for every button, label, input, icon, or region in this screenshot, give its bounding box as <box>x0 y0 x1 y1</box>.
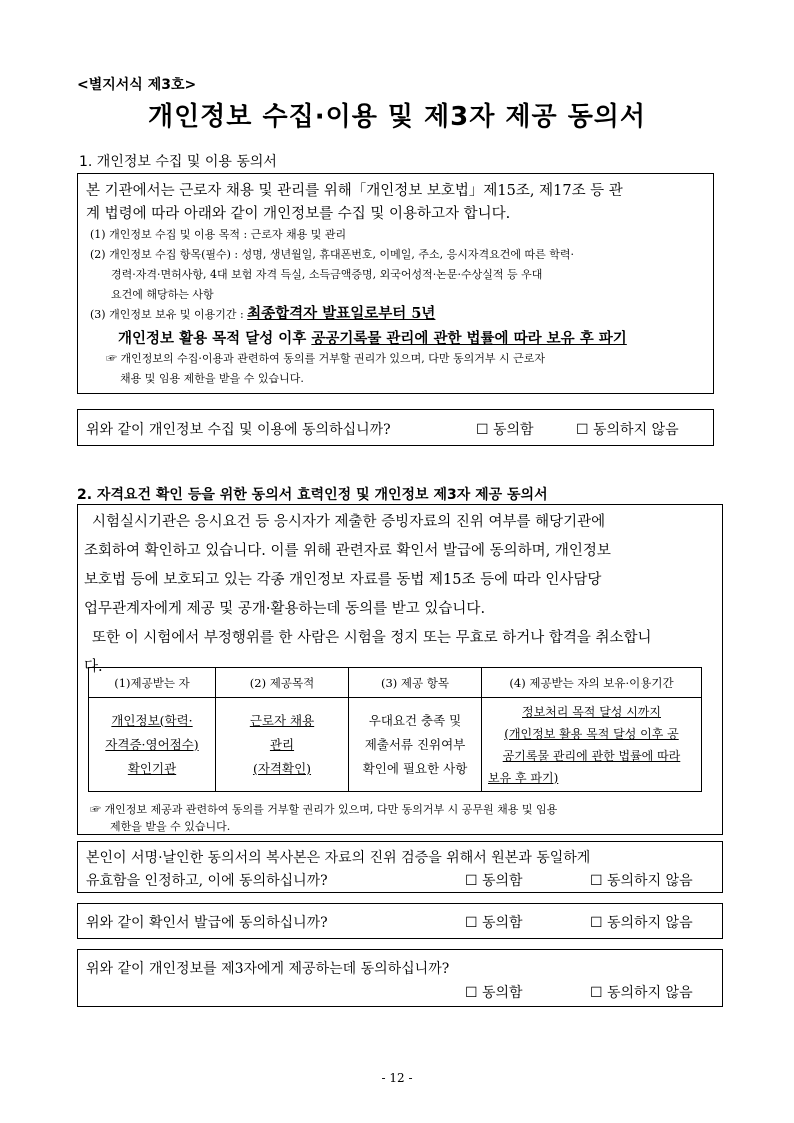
section1-info-box <box>77 173 714 394</box>
recipient-line: 개인정보(학력· <box>111 712 193 728</box>
document-title: 개인정보 수집·이용 및 제3자 제공 동의서 <box>147 102 647 132</box>
retention-line: 정보처리 목적 달성 시까지 <box>522 704 661 719</box>
table-header-cell: (2) 제공목적 <box>216 668 349 698</box>
table-cell-purpose <box>216 698 349 792</box>
section1-notice-line2: 채용 및 임용 제한을 받을 수 있습니다. <box>120 372 304 385</box>
third-party-provision-table <box>88 667 702 792</box>
retention-line: (개인정보 활용 목적 달성 이후 공 <box>504 726 679 741</box>
section2-para-line2: 조회하여 확인하고 있습니다. 이를 위해 관련자료 확인서 발급에 동의하며, 개인정보 <box>84 543 611 559</box>
items-line: 제출서류 진위여부 <box>364 736 466 752</box>
section1-heading: 1. 개인정보 수집 및 이용 동의서 <box>79 154 277 170</box>
certificate-issue-question: 위와 같이 확인서 발급에 동의하십니까? <box>86 915 328 931</box>
purpose-line: 근로자 채용 <box>249 712 315 728</box>
table-cell-retention <box>482 698 702 792</box>
section1-consent-box <box>77 409 714 446</box>
items-line: 확인에 필요한 사항 <box>362 760 468 776</box>
recipient-line: 확인기관 <box>127 760 177 776</box>
section1-retention-plain: 개인정보 활용 목적 달성 이후 <box>118 330 312 347</box>
section1-item1: (1) 개인정보 수집 및 이용 목적 : 근로자 채용 및 관리 <box>90 228 347 241</box>
section1-item2-line3: 요건에 해당하는 사항 <box>111 288 214 301</box>
section2-para-line4: 업무관계자에게 제공 및 공개·활용하는데 동의를 받고 있습니다. <box>84 601 486 617</box>
third-party-disagree-checkbox[interactable]: ☐ 동의하지 않음 <box>590 985 693 1001</box>
section2-para-line5: 또한 이 시험에서 부정행위를 한 사람은 시험을 정지 또는 무효로 하거나 합격을 취소합니 <box>92 630 652 646</box>
section2-para-line1: 시험실시기관은 응시요건 등 응시자가 제출한 증빙자료의 진위 여부를 해당기관에 <box>92 514 606 530</box>
section2-notice-line1: ☞ 개인정보 제공과 관련하여 동의를 거부할 권리가 있으며, 다만 동의거부 시 공무원 채용 및 임용 <box>90 803 558 816</box>
copy-validity-consent-box <box>77 841 723 893</box>
section1-retention-line <box>118 327 627 348</box>
page-number: - 12 - <box>381 1071 413 1085</box>
copy-validity-disagree-checkbox[interactable]: ☐ 동의하지 않음 <box>590 873 693 889</box>
section2-para-line3: 보호법 등에 보호되고 있는 각종 개인정보 자료를 동법 제15조 등에 따라 인사담당 <box>84 572 602 588</box>
section1-intro-line2: 계 법령에 따라 아래와 같이 개인정보를 수집 및 이용하고자 합니다. <box>86 206 511 222</box>
certificate-issue-consent-box <box>77 903 723 939</box>
copy-validity-question-line2: 유효함을 인정하고, 이에 동의하십니까? <box>86 873 328 889</box>
section1-agree-checkbox[interactable]: ☐ 동의함 <box>476 422 534 438</box>
table-row <box>89 698 702 792</box>
section2-para-line6: 다. <box>84 659 103 675</box>
items-line: 우대요건 충족 및 <box>368 712 462 728</box>
section1-item2-line2: 경력·자격·면허사항, 4대 보험 자격 득실, 소득금액증명, 외국어성적·논문·수상실적 등 우대 <box>111 268 543 281</box>
table-header-cell: (4) 제공받는 자의 보유·이용기간 <box>482 668 702 698</box>
section1-disagree-checkbox[interactable]: ☐ 동의하지 않음 <box>576 422 679 438</box>
copy-validity-question-line1: 본인이 서명·날인한 동의서의 복사본은 자료의 진위 검증을 위해서 원본과 동일하게 <box>86 850 591 866</box>
section1-notice-line1: ☞ 개인정보의 수집·이용과 관련하여 동의를 거부할 권리가 있으며, 다만 동의거부 시 근로자 <box>106 352 545 365</box>
section2-heading: 2. 자격요건 확인 등을 위한 동의서 효력인정 및 개인정보 제3자 제공 동의서 <box>77 487 548 503</box>
third-party-consent-box <box>77 949 723 1007</box>
section1-retention-underlined: 공공기록물 관리에 관한 법률에 따라 보유 후 파기 <box>311 330 627 347</box>
section1-consent-question: 위와 같이 개인정보 수집 및 이용에 동의하십니까? <box>86 422 391 438</box>
third-party-question: 위와 같이 개인정보를 제3자에게 제공하는데 동의하십니까? <box>86 961 450 977</box>
table-cell-recipient <box>89 698 216 792</box>
table-header-cell: (3) 제공 항목 <box>349 668 482 698</box>
retention-line: 보유 후 파기) <box>488 770 559 785</box>
recipient-line: 자격증·영어점수) <box>105 736 199 752</box>
certificate-issue-disagree-checkbox[interactable]: ☐ 동의하지 않음 <box>590 915 693 931</box>
section1-retention-period: 최종합격자 발표일로부터 5년 <box>247 305 436 322</box>
purpose-line: (자격확인) <box>252 760 312 776</box>
table-header-cell: (1)제공받는 자 <box>89 668 216 698</box>
section1-intro-line1: 본 기관에서는 근로자 채용 및 관리를 위해「개인정보 보호법」제15조, 제17조 등 관 <box>86 183 623 199</box>
retention-line: 공기록물 관리에 관한 법률에 따라 <box>502 748 681 763</box>
form-label: <별지서식 제3호> <box>77 77 197 93</box>
certificate-issue-agree-checkbox[interactable]: ☐ 동의함 <box>465 915 523 931</box>
table-header-row <box>89 668 702 698</box>
section1-item3 <box>90 302 435 325</box>
section1-item2-line1: (2) 개인정보 수집 항목(필수) : 성명, 생년월일, 휴대폰번호, 이메일, 주소, 응시자격요건에 따른 학력· <box>90 248 574 261</box>
purpose-line: 관리 <box>269 736 295 752</box>
section1-item3-prefix: (3) 개인정보 보유 및 이용기간 : <box>90 308 248 321</box>
copy-validity-agree-checkbox[interactable]: ☐ 동의함 <box>465 873 523 889</box>
table-cell-items <box>349 698 482 792</box>
third-party-agree-checkbox[interactable]: ☐ 동의함 <box>465 985 523 1001</box>
section2-notice-line2: 제한을 받을 수 있습니다. <box>110 820 231 833</box>
